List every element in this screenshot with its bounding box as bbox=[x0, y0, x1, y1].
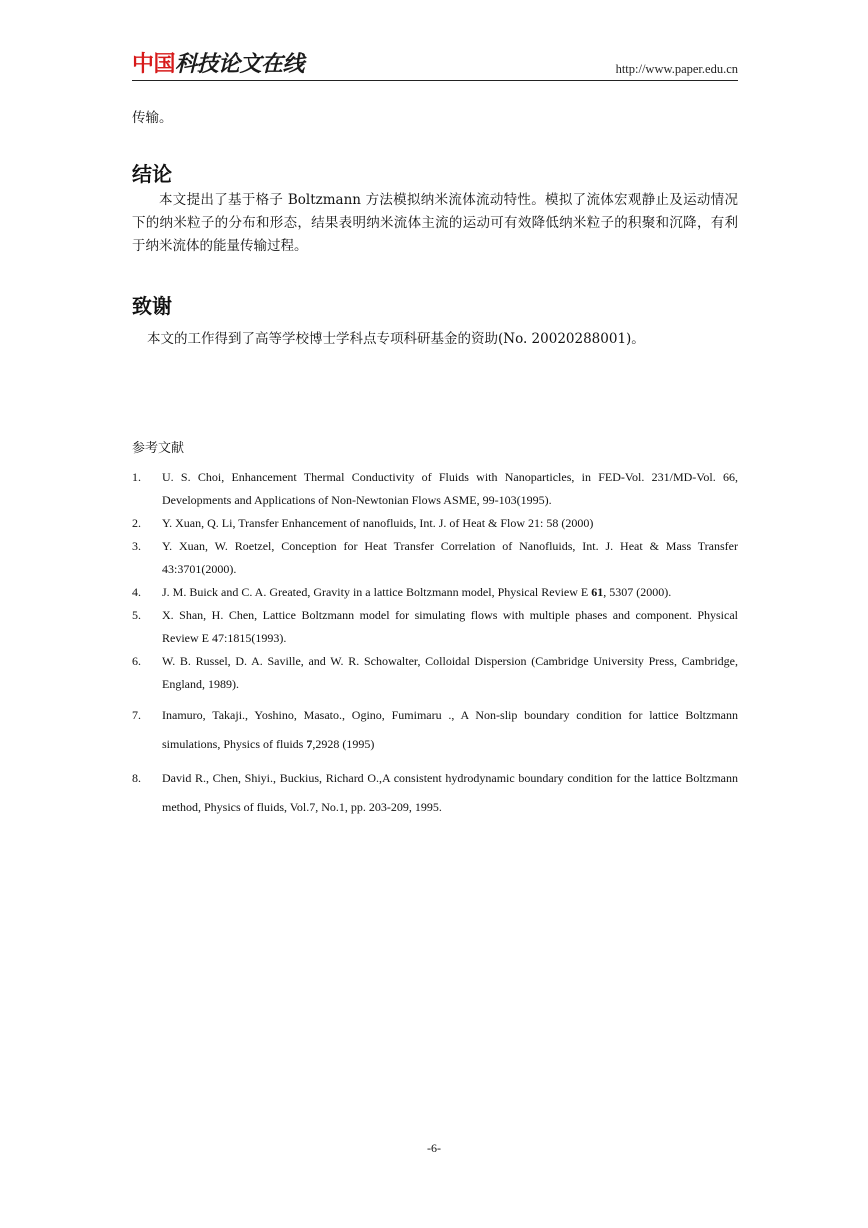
references-heading: 参考文献 bbox=[132, 441, 185, 456]
reference-number: 5. bbox=[132, 608, 141, 622]
reference-text: David R., Chen, Shiyi., Buckius, Richard O.,A consistent hydrodynamic boundary condition for the lattice Boltzmann method, Physics of fluids, Vol.7, No.1, pp. 203-209, 1995. bbox=[162, 771, 738, 814]
page-number: -6- bbox=[427, 1141, 441, 1155]
conclusion-heading: 结论 bbox=[132, 162, 172, 186]
reference-number: 6. bbox=[132, 654, 141, 668]
reference-number: 2. bbox=[132, 516, 141, 530]
reference-number: 1. bbox=[132, 470, 141, 484]
reference-number: 4. bbox=[132, 585, 141, 599]
continuation-text: 传输。 bbox=[132, 110, 173, 126]
conclusion-paragraph: 本文提出了基于格子 Boltzmann 方法模拟纳米流体流动特性。模拟了流体宏观静止及运动情况下的纳米粒子的分布和形态，结果表明纳米流体主流的运动可有效降低纳米粒子的积聚和沉降，有利于纳米流体的能量传输过程。 bbox=[132, 192, 738, 254]
logo-red-part: 中国 bbox=[132, 52, 176, 77]
volume-number: 61 bbox=[591, 585, 604, 599]
reference-number: 7. bbox=[132, 708, 141, 722]
volume-number: 7 bbox=[306, 737, 313, 751]
reference-text: X. Shan, H. Chen, Lattice Boltzmann model for simulating flows with multiple phases and component. Physical Review E 47:1815(1993). bbox=[162, 608, 738, 645]
header-url-link[interactable]: http://www.paper.edu.cn bbox=[615, 62, 738, 76]
reference-item bbox=[132, 604, 738, 650]
reference-item bbox=[132, 581, 738, 604]
reference-item bbox=[132, 466, 738, 512]
reference-list bbox=[132, 466, 738, 822]
acknowledgement-paragraph: 本文的工作得到了高等学校博士学科点专项科研基金的资助(No. 20020288001)。 bbox=[147, 331, 645, 347]
acknowledgement-heading: 致谢 bbox=[132, 294, 172, 318]
reference-number: 3. bbox=[132, 539, 141, 553]
reference-text: Y. Xuan, W. Roetzel, Conception for Heat Transfer Correlation of Nanofluids, Int. J. Heat & Mass Transfer 43:3701(2000). bbox=[162, 539, 738, 576]
reference-text: Inamuro, Takaji., Yoshino, Masato., Ogino, Fumimaru ., A Non-slip boundary condition for lattice Boltzmann simulations, Physics of fluids 7,2928 (1995) bbox=[162, 708, 738, 751]
reference-item bbox=[132, 764, 738, 822]
reference-item bbox=[132, 535, 738, 581]
logo-black-part: 科技论文在线 bbox=[175, 52, 305, 77]
reference-item bbox=[132, 512, 738, 535]
reference-text: U. S. Choi, Enhancement Thermal Conductivity of Fluids with Nanoparticles, in FED-Vol. 231/MD-Vol. 66, Developments and Applications of Non-Newtonian Flows ASME, 99-103(1995). bbox=[162, 470, 738, 507]
reference-item bbox=[132, 650, 738, 696]
reference-text: W. B. Russel, D. A. Saville, and W. R. Schowalter, Colloidal Dispersion (Cambridge University Press, Cambridge, England, 1989). bbox=[162, 654, 738, 691]
page-header bbox=[132, 50, 738, 81]
reference-text: Y. Xuan, Q. Li, Transfer Enhancement of nanofluids, Int. J. of Heat & Flow 21: 58 (2000) bbox=[162, 516, 594, 530]
reference-item bbox=[132, 701, 738, 759]
journal-logo bbox=[132, 52, 304, 78]
reference-number: 8. bbox=[132, 771, 141, 785]
reference-text: J. M. Buick and C. A. Greated, Gravity in a lattice Boltzmann model, Physical Review E 61, 5307 (2000). bbox=[162, 585, 672, 599]
